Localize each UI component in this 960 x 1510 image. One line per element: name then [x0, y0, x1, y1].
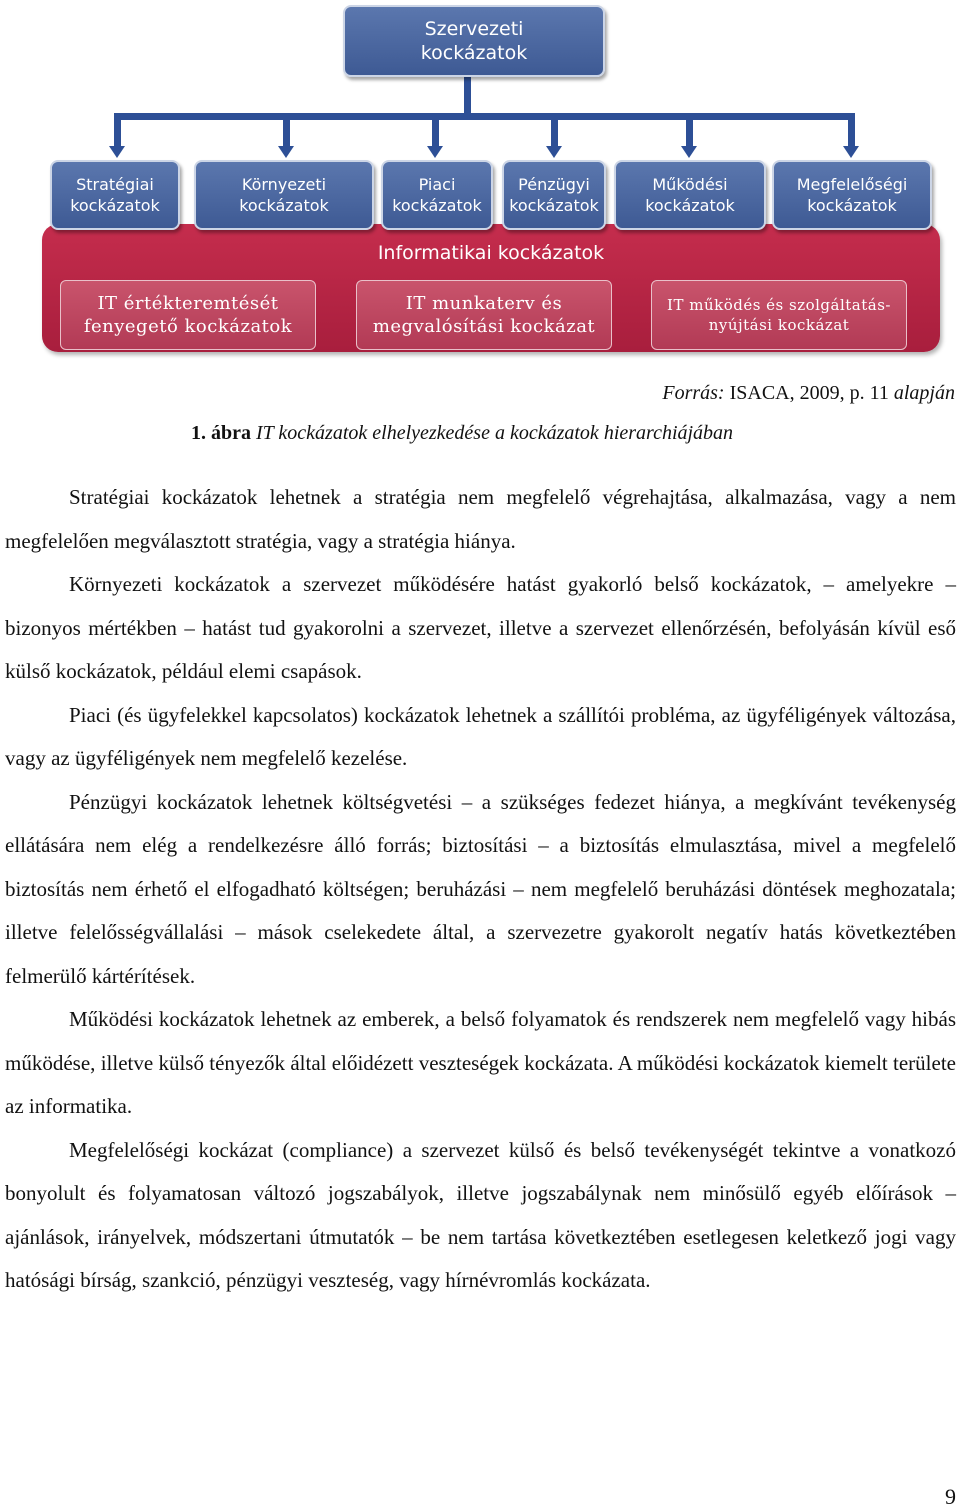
source-label: Forrás: — [662, 382, 725, 404]
arrow-head — [427, 146, 443, 158]
box-market-risks: Piaci kockázatok — [381, 160, 493, 230]
risk-hierarchy-diagram — [0, 0, 960, 360]
paragraph-market: Piaci (és ügyfelekkel kapcsolatos) kockázatok lehetnek a szállítói probléma, az ügyféligények változása, vagy az ügyféligények nem megfelelő kezelése. — [5, 702, 956, 770]
paragraph-strategic: Stratégiai kockázatok lehetnek a stratégia nem megfelelő végrehajtása, alkalmazása, vagy a nem megfelelően megválasztott stratégia, vagy a stratégia hiánya. — [5, 485, 956, 553]
body-text — [5, 476, 956, 1303]
connector-drop — [551, 113, 558, 147]
top-box-organizational-risks: Szervezeti kockázatok — [343, 5, 605, 77]
connector-drop — [848, 113, 855, 147]
page-number: 9 — [945, 1484, 956, 1509]
arrow-head — [681, 146, 697, 158]
box-it-operations-risks: IT működés és szolgáltatás- nyújtási kockázat — [651, 280, 907, 350]
paragraph-compliance: Megfelelőségi kockázat (compliance) a szervezet külső és belső tevékenységét tekintve a vonatkozó bonyolult és folyamatosan változó jogszabályok, illetve jogszabálynak nem minősülő egyéb előírások – ajánlások, irányelvek, módszertani útmutatók – be nem tartása következtében esetlegesen keletkező jogi vagy hatósági bírság, szankció, pénzügyi veszteség, vagy hírnévromlás kockázata. — [5, 1137, 956, 1292]
box-it-programme-risks: IT munkaterv és megvalósítási kockázat — [356, 280, 612, 350]
connector-trunk — [464, 76, 471, 116]
box-environmental-risks: Környezeti kockázatok — [194, 160, 374, 230]
source-suffix: alapján — [893, 382, 955, 404]
arrow-head — [546, 146, 562, 158]
box-operational-risks: Működési kockázatok — [614, 160, 766, 230]
figure-source — [662, 382, 955, 405]
paragraph-financial: Pénzügyi kockázatok lehetnek költségvetési – a szükséges fedezet hiánya, a megkívánt tevékenység ellátására nem elég a rendelkezésre álló forrás; biztosítási – a biztosítás elmulasztása, mivel a megfelelő biztosítás nem érhető el elfogadható költségen; beruházási – nem megfelelő beruházási döntések meghozatala; illetve felelősségvállalási – mások cselekedete által, a szervezetre gyakorolt negatív hatás következtében felmerülő kártérítések. — [5, 789, 956, 988]
connector-bar — [114, 113, 855, 120]
arrow-head — [278, 146, 294, 158]
paragraph-environmental: Környezeti kockázatok a szervezet működésére hatást gyakorló belső kockázatok, – amelyekre – bizonyos mértékben – hatást tud gyakorolni a szervezet, illetve a szervezet ellenőrzésén, befolyásán kívül eső külső kockázatok, például elemi csapások. — [5, 572, 956, 683]
box-it-value-risks: IT értékteremtését fenyegető kockázatok — [60, 280, 316, 350]
arrow-head — [843, 146, 859, 158]
box-compliance-risks: Megfelelőségi kockázatok — [772, 160, 932, 230]
it-risks-title: Informatikai kockázatok — [377, 242, 605, 264]
connector-drop — [114, 113, 121, 147]
figure-caption — [191, 422, 733, 445]
paragraph-operational: Működési kockázatok lehetnek az emberek, a belső folyamatok és rendszerek nem megfelelő vagy hibás működése, illetve külső tényezők által előidézett veszteségek kockázata. A működési kockázatok kiemelt területe az informatika. — [5, 1007, 956, 1118]
arrow-head — [109, 146, 125, 158]
connector-drop — [283, 113, 290, 147]
caption-title: IT kockázatok elhelyezkedése a kockázatok hierarchiájában — [256, 422, 734, 444]
box-strategic-risks: Stratégiai kockázatok — [50, 160, 180, 230]
source-text: ISACA, 2009, p. 11 — [724, 382, 894, 404]
connector-drop — [686, 113, 693, 147]
box-financial-risks: Pénzügyi kockázatok — [502, 160, 606, 230]
caption-number: 1. ábra — [191, 422, 251, 444]
connector-drop — [432, 113, 439, 147]
